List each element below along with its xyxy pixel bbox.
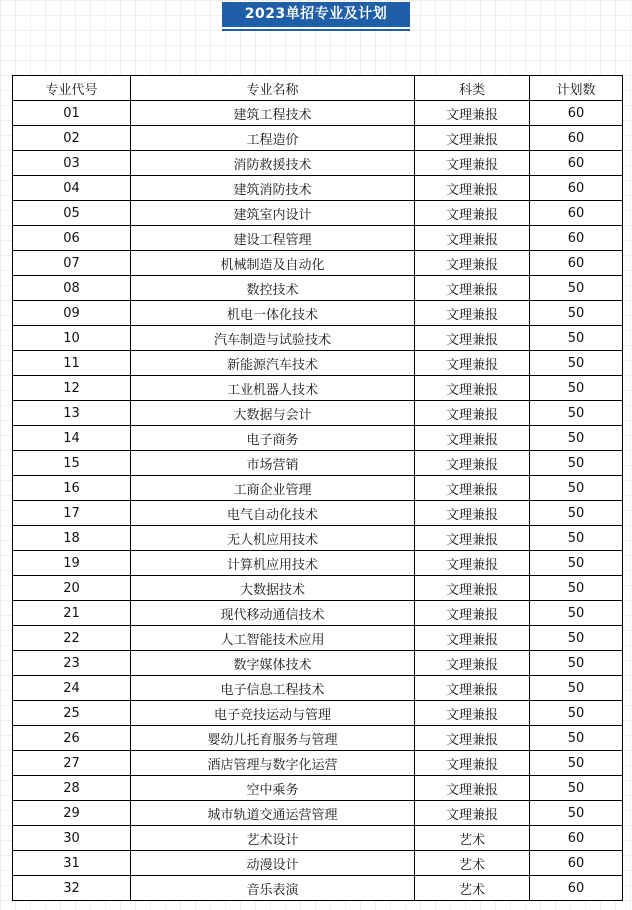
table-row [13, 376, 623, 401]
table-row [13, 126, 623, 151]
major-name-cell: 无人机应用技术 [131, 526, 415, 551]
major-name-cell: 电气自动化技术 [131, 501, 415, 526]
category-cell: 文理兼报 [415, 276, 530, 301]
category-cell: 文理兼报 [415, 326, 530, 351]
category-cell: 文理兼报 [415, 351, 530, 376]
category-cell: 文理兼报 [415, 551, 530, 576]
major-name-cell: 大数据与会计 [131, 401, 415, 426]
major-code-cell: 10 [13, 326, 131, 351]
plan-count-cell: 60 [530, 176, 623, 201]
category-cell: 文理兼报 [415, 576, 530, 601]
table-row [13, 251, 623, 276]
category-cell: 文理兼报 [415, 376, 530, 401]
table-row [13, 526, 623, 551]
category-cell: 艺术 [415, 851, 530, 876]
table-row [13, 801, 623, 826]
major-code-cell: 02 [13, 126, 131, 151]
table-row [13, 851, 623, 876]
plan-count-cell: 50 [530, 526, 623, 551]
major-code-cell: 07 [13, 251, 131, 276]
major-code-cell: 31 [13, 851, 131, 876]
page-title: 2023单招专业及计划 [222, 2, 410, 27]
plan-count-cell: 60 [530, 151, 623, 176]
plan-count-cell: 50 [530, 751, 623, 776]
table-row [13, 601, 623, 626]
table-row [13, 751, 623, 776]
major-code-cell: 23 [13, 651, 131, 676]
category-cell: 文理兼报 [415, 426, 530, 451]
plan-count-cell: 50 [530, 601, 623, 626]
plan-count-cell: 60 [530, 876, 623, 901]
major-name-cell: 电子商务 [131, 426, 415, 451]
major-code-cell: 27 [13, 751, 131, 776]
category-cell: 文理兼报 [415, 701, 530, 726]
major-code-cell: 15 [13, 451, 131, 476]
major-name-cell: 新能源汽车技术 [131, 351, 415, 376]
plan-count-cell: 50 [530, 801, 623, 826]
category-cell: 文理兼报 [415, 176, 530, 201]
plan-count-cell: 60 [530, 851, 623, 876]
major-name-cell: 空中乘务 [131, 776, 415, 801]
plan-count-cell: 50 [530, 301, 623, 326]
plan-count-cell: 50 [530, 726, 623, 751]
plan-count-cell: 50 [530, 351, 623, 376]
major-name-cell: 建设工程管理 [131, 226, 415, 251]
major-name-cell: 计算机应用技术 [131, 551, 415, 576]
table-row [13, 301, 623, 326]
table-row [13, 426, 623, 451]
table-row [13, 201, 623, 226]
major-code-cell: 16 [13, 476, 131, 501]
plan-count-cell: 50 [530, 551, 623, 576]
table-row [13, 726, 623, 751]
table-row [13, 551, 623, 576]
plan-count-cell: 50 [530, 276, 623, 301]
category-cell: 文理兼报 [415, 151, 530, 176]
major-code-cell: 20 [13, 576, 131, 601]
plan-count-cell: 50 [530, 426, 623, 451]
major-name-cell: 建筑工程技术 [131, 101, 415, 126]
major-name-cell: 机械制造及自动化 [131, 251, 415, 276]
major-code-cell: 03 [13, 151, 131, 176]
major-code-cell: 06 [13, 226, 131, 251]
table-row [13, 576, 623, 601]
major-code-cell: 28 [13, 776, 131, 801]
table-row [13, 151, 623, 176]
enrollment-plan-table [12, 75, 623, 901]
plan-count-cell: 50 [530, 626, 623, 651]
major-name-cell: 机电一体化技术 [131, 301, 415, 326]
plan-count-cell: 60 [530, 251, 623, 276]
plan-count-cell: 50 [530, 451, 623, 476]
category-cell: 文理兼报 [415, 101, 530, 126]
table-row [13, 501, 623, 526]
major-name-cell: 艺术设计 [131, 826, 415, 851]
major-name-cell: 电子信息工程技术 [131, 676, 415, 701]
plan-count-cell: 50 [530, 401, 623, 426]
category-cell: 文理兼报 [415, 801, 530, 826]
category-cell: 艺术 [415, 876, 530, 901]
category-cell: 文理兼报 [415, 451, 530, 476]
table-row [13, 876, 623, 901]
major-code-cell: 30 [13, 826, 131, 851]
major-code-cell: 05 [13, 201, 131, 226]
major-code-cell: 29 [13, 801, 131, 826]
major-code-cell: 12 [13, 376, 131, 401]
table-row [13, 651, 623, 676]
table-row [13, 776, 623, 801]
major-name-cell: 建筑消防技术 [131, 176, 415, 201]
major-code-cell: 04 [13, 176, 131, 201]
category-cell: 文理兼报 [415, 726, 530, 751]
table-row [13, 226, 623, 251]
major-name-cell: 汽车制造与试验技术 [131, 326, 415, 351]
major-name-cell: 市场营销 [131, 451, 415, 476]
category-cell: 文理兼报 [415, 751, 530, 776]
major-code-cell: 22 [13, 626, 131, 651]
table-row [13, 401, 623, 426]
table-row [13, 101, 623, 126]
category-cell: 艺术 [415, 826, 530, 851]
major-code-cell: 25 [13, 701, 131, 726]
table-row [13, 476, 623, 501]
major-code-cell: 13 [13, 401, 131, 426]
plan-count-cell: 60 [530, 126, 623, 151]
major-code-cell: 11 [13, 351, 131, 376]
major-name-cell: 现代移动通信技术 [131, 601, 415, 626]
header-major-code: 专业代号 [13, 76, 131, 101]
plan-count-cell: 50 [530, 776, 623, 801]
plan-count-cell: 50 [530, 326, 623, 351]
category-cell: 文理兼报 [415, 601, 530, 626]
header-category: 科类 [415, 76, 530, 101]
plan-count-cell: 50 [530, 501, 623, 526]
major-code-cell: 32 [13, 876, 131, 901]
category-cell: 文理兼报 [415, 226, 530, 251]
category-cell: 文理兼报 [415, 301, 530, 326]
major-name-cell: 建筑室内设计 [131, 201, 415, 226]
table-header-row [13, 76, 623, 101]
category-cell: 文理兼报 [415, 476, 530, 501]
major-code-cell: 21 [13, 601, 131, 626]
major-name-cell: 数控技术 [131, 276, 415, 301]
plan-count-cell: 60 [530, 101, 623, 126]
table-row [13, 626, 623, 651]
table-row [13, 176, 623, 201]
table-row [13, 676, 623, 701]
major-name-cell: 工业机器人技术 [131, 376, 415, 401]
major-name-cell: 动漫设计 [131, 851, 415, 876]
major-name-cell: 酒店管理与数字化运营 [131, 751, 415, 776]
category-cell: 文理兼报 [415, 126, 530, 151]
major-name-cell: 大数据技术 [131, 576, 415, 601]
major-name-cell: 工程造价 [131, 126, 415, 151]
plan-count-cell: 50 [530, 376, 623, 401]
major-code-cell: 19 [13, 551, 131, 576]
major-code-cell: 14 [13, 426, 131, 451]
category-cell: 文理兼报 [415, 401, 530, 426]
major-name-cell: 音乐表演 [131, 876, 415, 901]
major-name-cell: 人工智能技术应用 [131, 626, 415, 651]
category-cell: 文理兼报 [415, 626, 530, 651]
header-plan-count: 计划数 [530, 76, 623, 101]
plan-count-cell: 50 [530, 701, 623, 726]
table-row [13, 826, 623, 851]
table-row [13, 701, 623, 726]
category-cell: 文理兼报 [415, 501, 530, 526]
table-body [13, 101, 623, 901]
major-code-cell: 17 [13, 501, 131, 526]
major-code-cell: 08 [13, 276, 131, 301]
plan-count-cell: 60 [530, 826, 623, 851]
table-row [13, 451, 623, 476]
plan-count-cell: 50 [530, 676, 623, 701]
table-row [13, 326, 623, 351]
plan-count-cell: 50 [530, 576, 623, 601]
title-underline [222, 29, 410, 31]
plan-count-cell: 50 [530, 476, 623, 501]
category-cell: 文理兼报 [415, 676, 530, 701]
major-name-cell: 电子竞技运动与管理 [131, 701, 415, 726]
major-name-cell: 消防救援技术 [131, 151, 415, 176]
major-name-cell: 城市轨道交通运营管理 [131, 801, 415, 826]
major-name-cell: 数字媒体技术 [131, 651, 415, 676]
category-cell: 文理兼报 [415, 201, 530, 226]
major-code-cell: 01 [13, 101, 131, 126]
major-code-cell: 26 [13, 726, 131, 751]
category-cell: 文理兼报 [415, 651, 530, 676]
header-major-name: 专业名称 [131, 76, 415, 101]
plan-count-cell: 60 [530, 226, 623, 251]
category-cell: 文理兼报 [415, 776, 530, 801]
category-cell: 文理兼报 [415, 526, 530, 551]
major-code-cell: 18 [13, 526, 131, 551]
major-code-cell: 24 [13, 676, 131, 701]
major-code-cell: 09 [13, 301, 131, 326]
major-name-cell: 婴幼儿托育服务与管理 [131, 726, 415, 751]
table-row [13, 276, 623, 301]
plan-count-cell: 50 [530, 651, 623, 676]
table-row [13, 351, 623, 376]
major-name-cell: 工商企业管理 [131, 476, 415, 501]
plan-count-cell: 60 [530, 201, 623, 226]
category-cell: 文理兼报 [415, 251, 530, 276]
